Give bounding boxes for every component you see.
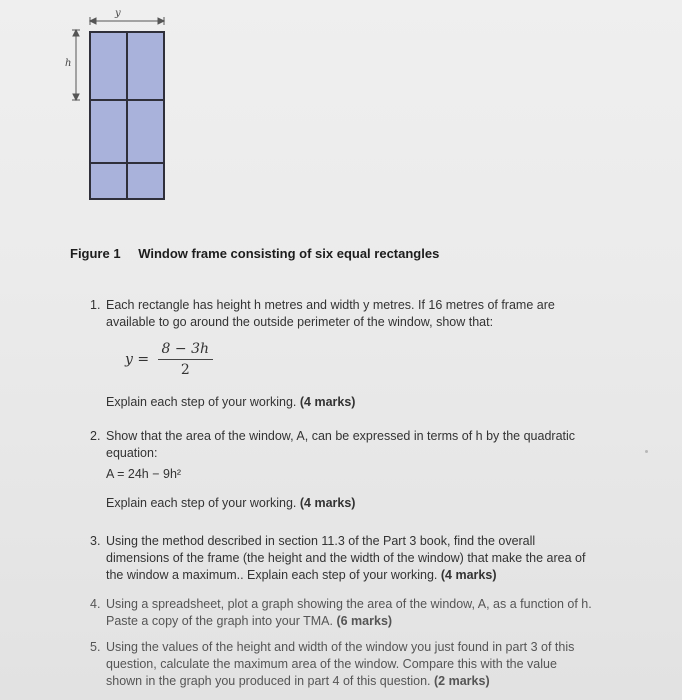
area-equation: A = 24h − 9h² [106,467,182,481]
question-number: 3. [90,534,101,548]
question-text: equation: [106,446,158,460]
question-text: Paste a copy of the graph into your TMA. [106,614,333,628]
formula-y [125,341,213,378]
question-3 [90,533,585,584]
figure-title: Window frame consisting of six equal rectangles [138,246,440,261]
question-number: 5. [90,640,101,654]
formula-numerator: 8 − 3h [158,341,213,360]
window-frame-figure [60,0,210,200]
question-text: Each rectangle has height h metres and width y metres. If 16 metres of frame are [106,298,555,312]
question-text: question, calculate the maximum area of the window. Compare this with the value [106,657,557,671]
question-1 [90,297,555,331]
question-text: Show that the area of the window, A, can be expressed in terms of h by the quadratic [106,429,576,443]
marks-label: (4 marks) [299,496,356,510]
marks-label: (4 marks) [440,568,497,582]
figure-number: Figure 1 [70,246,121,261]
question-5 [90,639,574,690]
question-text: Using the method described in section 11.3 of the Part 3 book, find the overall [106,534,536,548]
marks-label: (4 marks) [299,395,356,409]
question-text: dimensions of the frame (the height and the width of the window) that make the area of [106,551,586,565]
width-label: y [115,8,121,19]
formula-lhs: y = [125,351,150,368]
question-1-explain [106,394,355,411]
question-text: available to go around the outside perimeter of the window, show that: [106,315,494,329]
marks-label: (6 marks) [336,614,393,628]
formula-denominator: 2 [180,362,190,378]
question-text: shown in the graph you produced in part 4 of this question. [106,674,431,688]
question-text: the window a maximum.. Explain each step of your working. [106,568,438,582]
page-speck [645,450,648,453]
question-number: 4. [90,597,101,611]
window-panes [90,32,164,199]
width-dimension-arrow [90,17,164,25]
height-dimension-arrow [72,30,80,100]
question-4 [90,596,592,630]
question-number: 2. [90,429,101,443]
explain-text: Explain each step of your working. [106,395,297,409]
question-2 [90,428,575,512]
explain-text: Explain each step of your working. [106,496,297,510]
question-text: Using the values of the height and width of the window you just found in part 3 of this [106,640,575,654]
formula-fraction [158,341,213,378]
question-text: Using a spreadsheet, plot a graph showing the area of the window, A, as a function of h. [106,597,592,611]
figure-caption [70,246,439,261]
marks-label: (2 marks) [434,674,490,688]
question-number: 1. [90,298,101,312]
height-label: h [65,58,72,69]
